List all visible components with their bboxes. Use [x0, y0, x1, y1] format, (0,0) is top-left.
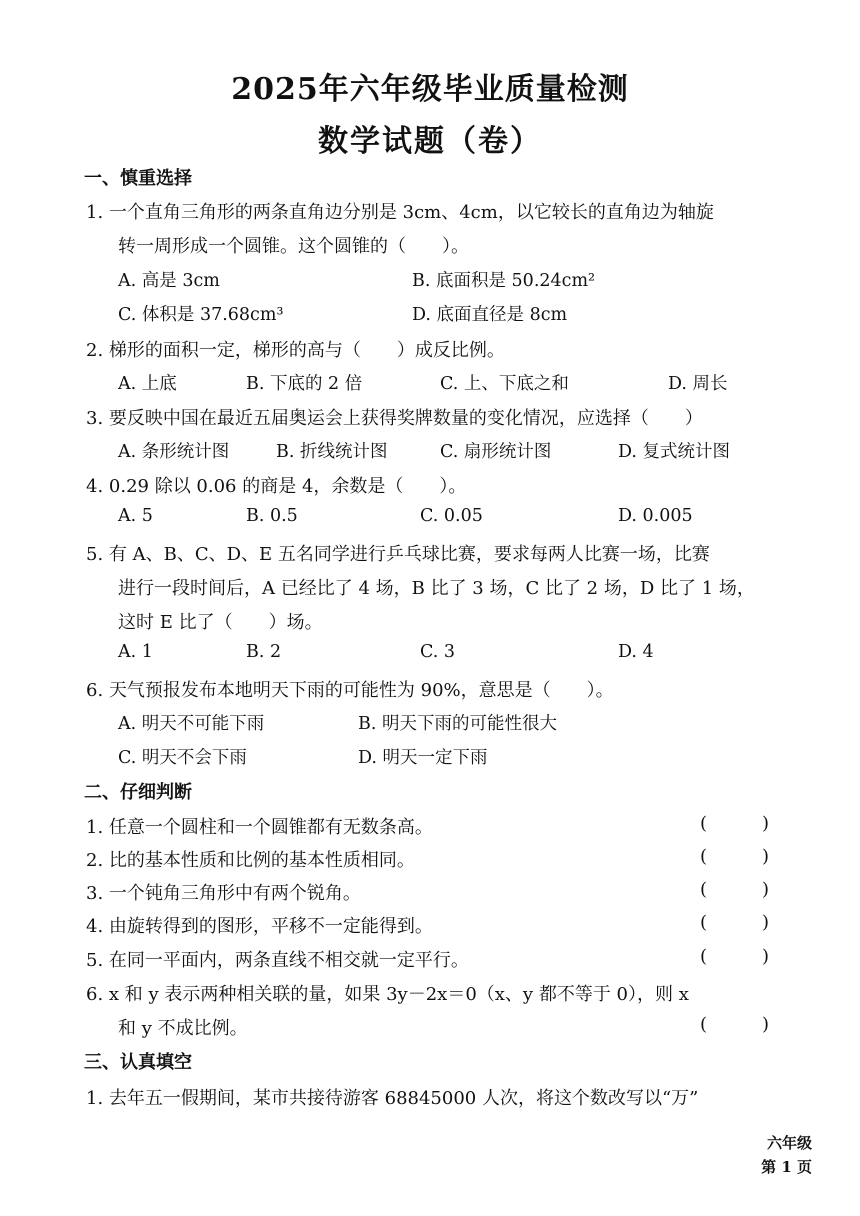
answer-paren-left: (	[700, 813, 708, 834]
answer-paren-right: )	[762, 813, 770, 834]
answer-paren-right: )	[762, 1014, 770, 1035]
section-heading: 二、仔细判断	[84, 782, 192, 803]
answer-paren-right: )	[762, 946, 770, 967]
option: A. 5	[118, 506, 153, 526]
answer-paren-right: )	[762, 879, 770, 900]
question-line: 2. 梯形的面积一定，梯形的高与（ ）成反比例。	[86, 340, 505, 361]
option: C. 上、下底之和	[440, 374, 569, 394]
answer-paren-right: )	[762, 912, 770, 933]
judgment-item: 3. 一个钝角三角形中有两个锐角。	[86, 883, 361, 904]
option: D. 底面直径是 8cm	[412, 305, 568, 325]
judgment-item: 4. 由旋转得到的图形，平移不一定能得到。	[86, 916, 433, 937]
option: C. 3	[420, 642, 456, 662]
question-line: 1. 一个直角三角形的两条直角边分别是 3cm、4cm，以它较长的直角边为轴旋	[86, 202, 714, 223]
answer-paren-left: (	[700, 846, 708, 867]
question-line: 4. 0.29 除以 0.06 的商是 4，余数是（ ）。	[86, 476, 467, 497]
judgment-item: 6. x 和 y 表示两种相关联的量，如果 3y－2x＝0（x、y 都不等于 0），则 x	[86, 984, 689, 1005]
question-line: 6. 天气预报发布本地明天下雨的可能性为 90%，意思是（ ）。	[86, 680, 614, 701]
judgment-item: 5. 在同一平面内，两条直线不相交就一定平行。	[86, 950, 469, 971]
option: B. 折线统计图	[276, 442, 388, 462]
option: A. 条形统计图	[118, 442, 230, 462]
option: C. 扇形统计图	[440, 442, 552, 462]
answer-paren-left: (	[700, 1014, 708, 1035]
page-subtitle: 数学试题（卷）	[318, 124, 542, 159]
option: C. 体积是 37.68cm³	[118, 305, 284, 325]
option: B. 下底的 2 倍	[246, 374, 363, 394]
question-line: 转一周形成一个圆锥。这个圆锥的（ ）。	[118, 236, 469, 257]
judgment-item: 2. 比的基本性质和比例的基本性质相同。	[86, 850, 415, 871]
footer-grade: 六年级	[766, 1134, 812, 1152]
option: D. 0.005	[618, 506, 693, 526]
question-line: 3. 要反映中国在最近五届奥运会上获得奖牌数量的变化情况，应选择（ ）	[86, 408, 703, 429]
option: D. 复式统计图	[618, 442, 731, 462]
question-line: 1. 去年五一假期间，某市共接待游客 68845000 人次，将这个数改写以“万”	[86, 1088, 699, 1109]
page-title: 2025年六年级毕业质量检测	[231, 72, 629, 107]
option: B. 底面积是 50.24cm²	[412, 271, 596, 291]
option: B. 2	[246, 642, 282, 662]
option: A. 1	[118, 642, 153, 662]
option: D. 4	[618, 642, 654, 662]
option: C. 0.05	[420, 506, 483, 526]
answer-paren-left: (	[700, 912, 708, 933]
section-heading: 三、认真填空	[84, 1052, 192, 1073]
answer-paren-left: (	[700, 879, 708, 900]
option: B. 明天下雨的可能性很大	[358, 714, 557, 734]
answer-paren-left: (	[700, 946, 708, 967]
option: C. 明天不会下雨	[118, 748, 247, 768]
option: A. 上底	[118, 374, 177, 394]
option: D. 明天一定下雨	[358, 748, 488, 768]
question-line: 5. 有 A、B、C、D、E 五名同学进行乒乓球比赛，要求每两人比赛一场，比赛	[86, 544, 710, 565]
question-line: 这时 E 比了（ ）场。	[118, 612, 323, 633]
section-heading: 一、慎重选择	[84, 168, 192, 189]
option: D. 周长	[668, 374, 728, 394]
judgment-item: 和 y 不成比例。	[118, 1018, 248, 1039]
answer-paren-right: )	[762, 846, 770, 867]
option: B. 0.5	[246, 506, 298, 526]
question-line: 进行一段时间后，A 已经比了 4 场，B 比了 3 场，C 比了 2 场，D 比了 1 场，	[118, 578, 755, 599]
option: A. 高是 3cm	[118, 271, 220, 291]
judgment-item: 1. 任意一个圆柱和一个圆锥都有无数条高。	[86, 817, 433, 838]
option: A. 明天不可能下雨	[118, 714, 265, 734]
footer-page-number: 第 1 页	[761, 1158, 812, 1176]
